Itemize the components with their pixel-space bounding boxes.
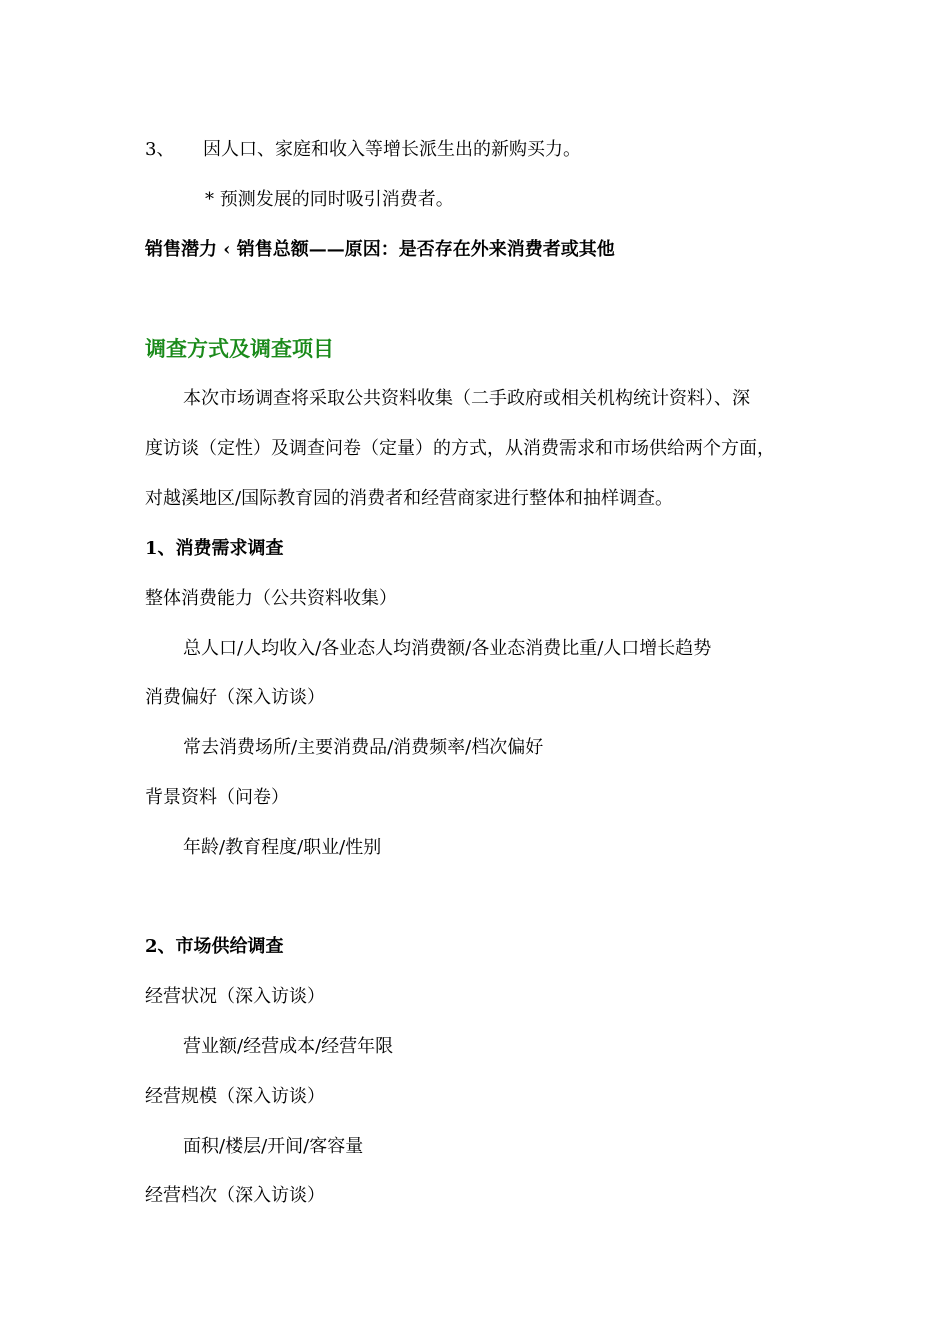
intro-line-3: 对越溪地区/国际教育园的消费者和经营商家进行整体和抽样调查。: [145, 488, 674, 509]
section-title: 调查方式及调查项目: [145, 336, 334, 361]
item-3-number: 3、: [145, 139, 175, 160]
supply-title: 2、市场供给调查: [145, 936, 284, 957]
demand-item-detail: 总人口/人均收入/各业态人均消费额/各业态消费比重/人口增长趋势: [183, 638, 712, 659]
demand-title: 1、消费需求调查: [145, 538, 284, 559]
intro-line-1: 本次市场调查将采取公共资料收集（二手政府或相关机构统计资料）、深: [183, 388, 750, 409]
supply-item-detail: 面积/楼层/开间/客容量: [183, 1136, 364, 1157]
demand-item-label: 整体消费能力（公共资料收集）: [145, 588, 397, 609]
supply-item-label: 经营状况（深入访谈）: [145, 986, 325, 1007]
intro-line-2: 度访谈（定性）及调查问卷（定量）的方式，从消费需求和市场供给两个方面，: [145, 438, 775, 459]
sales-note: 销售潜力 ‹ 销售总额——原因：是否存在外来消费者或其他: [145, 239, 615, 260]
item-3-text: 因人口、家庭和收入等增长派生出的新购买力。: [203, 139, 581, 160]
supply-item-label: 经营规模（深入访谈）: [145, 1086, 325, 1107]
demand-item-detail: 常去消费场所/主要消费品/消费频率/档次偏好: [183, 737, 544, 758]
supply-item-label: 经营档次（深入访谈）: [145, 1185, 325, 1206]
demand-item-label: 消费偏好（深入访谈）: [145, 687, 325, 708]
demand-item-label: 背景资料（问卷）: [145, 787, 289, 808]
demand-item-detail: 年龄/教育程度/职业/性别: [183, 837, 382, 858]
star-note: * 预测发展的同时吸引消费者。: [205, 189, 454, 210]
supply-item-detail: 营业额/经营成本/经营年限: [183, 1036, 394, 1057]
